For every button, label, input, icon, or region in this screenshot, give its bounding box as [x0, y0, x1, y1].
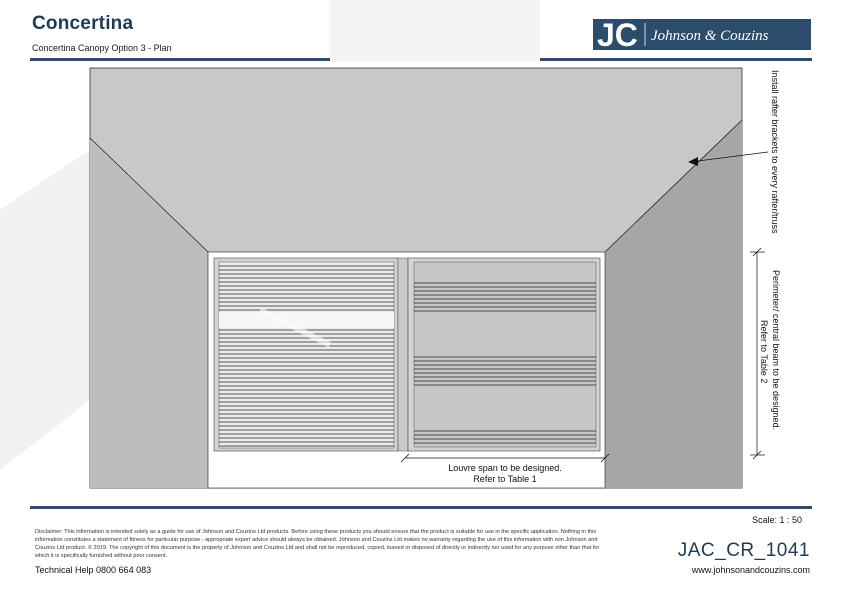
footer-rule — [30, 506, 812, 509]
website-link[interactable]: www.johnsonandcouzins.com — [691, 565, 810, 575]
rafter-bracket-note: Install rafter brackets to every rafter/truss — [770, 70, 780, 234]
beam-note-line1: Perimeter/ central beam to be designed. — [771, 270, 781, 431]
disclaimer-text: Disclaimer: This information is intended solely as a guide for use of Johnson and Couzins Ltd products. Before using these products you should ensure that the product is suitable for use in the specific application. Nothing in this information constitutes a statement of fitness for particular purpose - appropriate expert advice should always be obtained. Johnson and Couzins Ltd makes no warranty regarding the use of this information with non Johnson and Couzins Ltd product. © 2019. The copyright of this document is the property of Johnson and Couzins Ltd and shall not be reproduced, copied, loaned or disposed of directly or indirectly nor used for any purpose other than that for which it is specifically furnished without prior consent. — [35, 529, 600, 559]
logo-initials: JC — [597, 19, 638, 50]
louvre-note-line1: Louvre span to be designed. — [448, 463, 562, 473]
louvre-note — [410, 463, 600, 485]
drawing-code: JAC_CR_1041 — [677, 540, 810, 561]
beam-note-line2: Refer to Table 2 — [759, 320, 769, 384]
logo-name: Johnson & Couzins — [651, 28, 769, 44]
central-beam — [398, 258, 408, 451]
page-subtitle: Concertina Canopy Option 3 - Plan — [32, 43, 172, 53]
technical-help: Technical Help 0800 664 083 — [35, 565, 152, 575]
scale-label: Scale: 1 : 50 — [752, 515, 803, 525]
louvre-note-line2: Refer to Table 1 — [473, 474, 537, 484]
page-title: Concertina — [32, 13, 134, 34]
